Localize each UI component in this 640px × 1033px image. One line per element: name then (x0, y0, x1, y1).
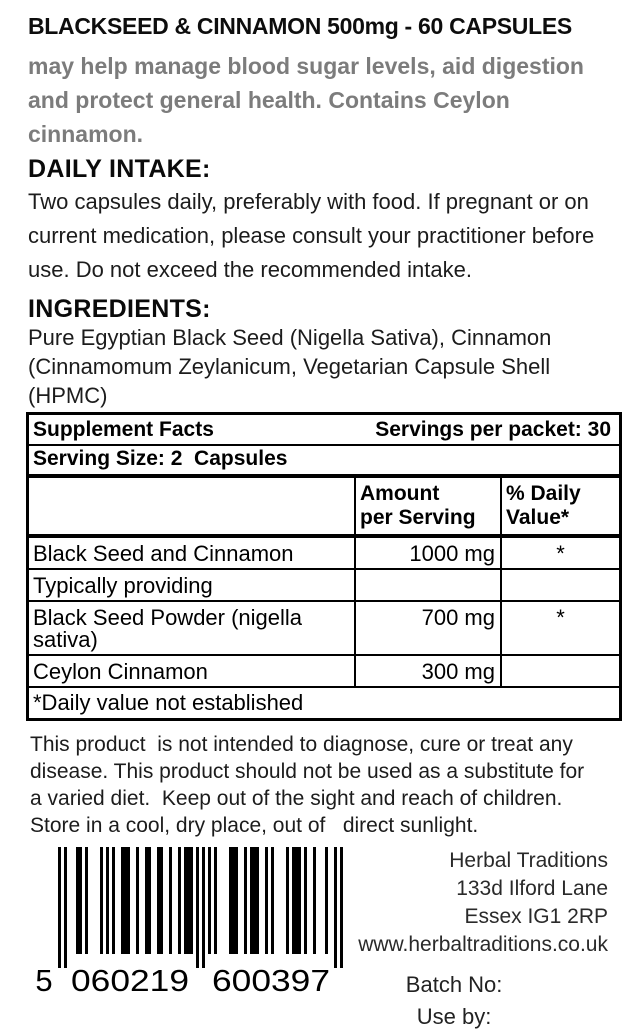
row-amount: 300 mg (354, 656, 500, 686)
sf-col-amount: Amount per Serving (354, 478, 500, 534)
company-info (358, 845, 620, 1033)
row-dv: * (500, 602, 619, 654)
sf-title-row (29, 415, 619, 446)
sf-col-daily-value: % Daily Value* (500, 478, 619, 534)
bottom-section (28, 845, 620, 1033)
row-dv (500, 570, 619, 600)
svg-text:600397: 600397 (212, 963, 330, 995)
row-name: Typically providing (33, 573, 213, 598)
ean13-barcode-svg (30, 845, 350, 995)
sf-col-empty (29, 478, 354, 534)
ingredients-heading: INGREDIENTS: (28, 295, 211, 323)
row-amount: 1000 mg (354, 538, 500, 568)
use-by-label: Use by: (416, 1004, 492, 1029)
product-title: BLACKSEED & CINNAMON 500mg - 60 CAPSULES (28, 13, 572, 39)
row-name: Black Seed Powder (nigella sativa) (33, 605, 303, 652)
batch-no-label: Batch No: (405, 972, 503, 997)
row-name: Ceylon Cinnamon (33, 659, 208, 684)
row-name: Black Seed and Cinnamon (33, 541, 294, 566)
svg-text:060219: 060219 (71, 963, 189, 995)
row-dv: * (500, 538, 619, 568)
daily-intake-heading: DAILY INTAKE: (28, 155, 211, 183)
disclaimer-text: This product is not intended to diagnose, cure or treat any disease. This product should not be used as a substitute for a varied diet. Keep out of the sight and reach of children. Store in a cool, dry place, out of direct sunlight. (30, 733, 590, 837)
row-amount: 700 mg (354, 602, 500, 654)
table-row (29, 570, 619, 602)
table-row (29, 538, 619, 570)
row-dv (500, 656, 619, 686)
product-claim: may help manage blood sugar levels, aid digestion and protect general health. Contains Ceylon cinnamon. (28, 53, 584, 147)
row-amount (354, 570, 500, 600)
table-row (29, 602, 619, 656)
sf-serving-size: Serving Size: 2 Capsules (29, 446, 619, 478)
company-address-line: 133d Ilford Lane (456, 877, 608, 900)
supplement-facts-table (26, 412, 622, 721)
company-address (358, 847, 620, 959)
batch-block (358, 969, 620, 1033)
ingredients-text: Pure Egyptian Black Seed (Nigella Sativa), Cinnamon (Cinnamomum Zeylanicum, Vegetarian Capsule Shell (HPMC) (28, 325, 552, 408)
table-row (29, 656, 619, 688)
daily-intake-text: Two capsules daily, preferably with food. If pregnant or on current medication, please consult your practitioner before use. Do not exceed the recommended intake. (28, 189, 595, 282)
company-address-line: Herbal Traditions (449, 849, 608, 872)
company-address-line: www.herbaltraditions.co.uk (358, 933, 608, 956)
sf-title: Supplement Facts (33, 418, 214, 441)
sf-column-header-row (29, 478, 619, 538)
sf-body (29, 538, 619, 688)
sf-servings-per-packet: Servings per packet: 30 (375, 418, 611, 441)
ean13-barcode (30, 845, 358, 1033)
company-address-line: Essex IG1 2RP (464, 905, 608, 928)
sf-footnote: *Daily value not established (33, 690, 304, 715)
svg-text:5: 5 (35, 963, 53, 995)
